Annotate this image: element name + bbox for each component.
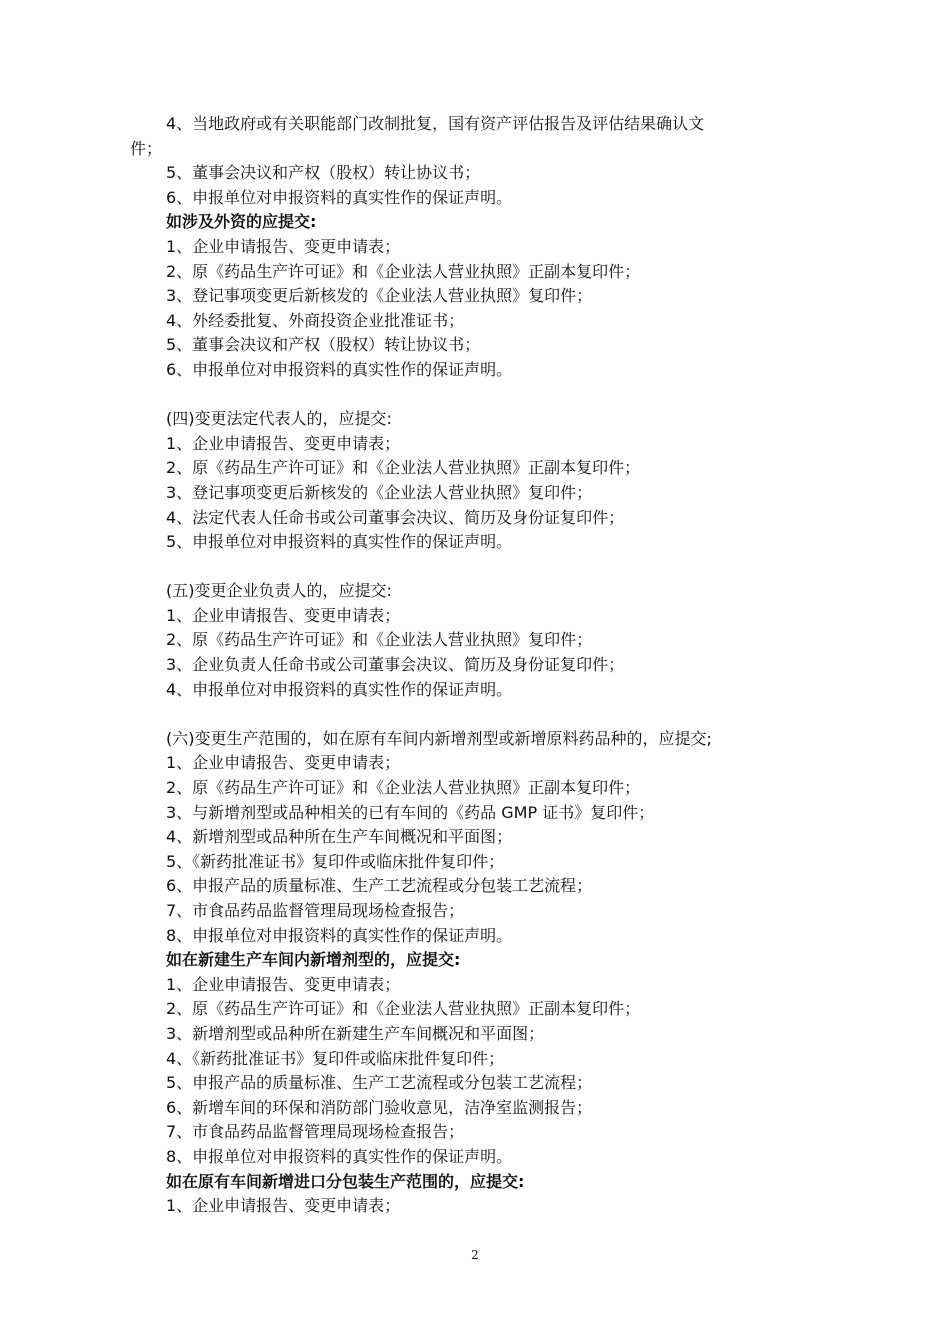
list-item: 3、登记事项变更后新核发的《企业法人营业执照》复印件； [166, 286, 593, 306]
list-item: 3、登记事项变更后新核发的《企业法人营业执照》复印件； [166, 482, 593, 502]
list-item: 4、《新药批准证书》复印件或临床批件复印件； [166, 1048, 505, 1068]
list-item: 8、申报单位对申报资料的真实性作的保证声明。 [166, 1146, 513, 1166]
list-item: 5、申报单位对申报资料的真实性作的保证声明。 [166, 532, 513, 552]
list-item: 7、市食品药品监督管理局现场检查报告； [166, 1122, 465, 1142]
list-item: 1、企业申请报告、变更申请表； [166, 236, 401, 256]
paragraph-spacer [130, 555, 820, 580]
list-item: 6、新增车间的环保和消防部门验收意见，洁净室监测报告； [166, 1097, 593, 1117]
list-item: 5、董事会决议和产权（股权）转让协议书； [166, 163, 481, 183]
section-heading-manager: (五)变更企业负责人的，应提交: [166, 581, 392, 601]
list-item: 2、原《药品生产许可证》和《企业法人营业执照》正副本复印件； [166, 778, 641, 798]
list-item: 1、企业申请报告、变更申请表； [166, 974, 401, 994]
section-heading-legal-representative: (四)变更法定代表人的，应提交: [166, 409, 392, 429]
list-item-continuation: 件； [130, 138, 163, 158]
list-item: 2、原《药品生产许可证》和《企业法人营业执照》正副本复印件； [166, 458, 641, 478]
list-item: 5、申报产品的质量标准、生产工艺流程或分包装工艺流程； [166, 1073, 593, 1093]
section-heading-import-packaging: 如在原有车间新增进口分包装生产范围的，应提交: [166, 1171, 525, 1191]
paragraph-spacer [130, 702, 820, 727]
list-item: 6、申报单位对申报资料的真实性作的保证声明。 [166, 359, 513, 379]
list-item: 4、申报单位对申报资料的真实性作的保证声明。 [166, 679, 513, 699]
list-item: 4、外经委批复、外商投资企业批准证书； [166, 310, 465, 330]
list-item: 7、市食品药品监督管理局现场检查报告； [166, 901, 465, 920]
list-item: 4、新增剂型或品种所在生产车间概况和平面图； [166, 827, 513, 847]
list-item: 5、《新药批准证书》复印件或临床批件复印件； [166, 851, 505, 871]
list-item: 8、申报单位对申报资料的真实性作的保证声明。 [166, 925, 513, 945]
list-item: 3、企业负责人任命书或公司董事会决议、简历及身份证复印件； [166, 655, 625, 675]
list-item: 1、企业申请报告、变更申请表； [166, 433, 401, 453]
section-heading-new-workshop: 如在新建生产车间内新增剂型的，应提交: [166, 950, 461, 970]
list-item: 5、董事会决议和产权（股权）转让协议书； [166, 335, 481, 355]
list-item: 3、新增剂型或品种所在新建生产车间概况和平面图； [166, 1023, 545, 1043]
list-item: 6、申报单位对申报资料的真实性作的保证声明。 [166, 187, 513, 207]
list-item: 2、原《药品生产许可证》和《企业法人营业执照》正副本复印件； [166, 261, 641, 281]
section-heading-production-scope: (六)变更生产范围的，如在原有车间内新增剂型或新增原料药品种的，应提交; [166, 728, 712, 748]
list-item: 1、企业申请报告、变更申请表； [166, 1196, 401, 1216]
list-item: 1、企业申请报告、变更申请表； [166, 753, 401, 773]
list-item: 6、申报产品的质量标准、生产工艺流程或分包装工艺流程； [166, 876, 593, 896]
list-item: 3、与新增剂型或品种相关的已有车间的《药品 GMP 证书》复印件； [166, 802, 655, 822]
list-item: 4、当地政府或有关职能部门改制批复，国有资产评估报告及评估结果确认文 [166, 114, 705, 133]
list-item: 2、原《药品生产许可证》和《企业法人营业执照》正副本复印件； [166, 999, 641, 1019]
section-heading-foreign: 如涉及外资的应提交: [166, 212, 317, 232]
list-item: 4、法定代表人任命书或公司董事会决议、简历及身份证复印件； [166, 507, 625, 527]
paragraph-spacer [130, 383, 820, 408]
list-item: 2、原《药品生产许可证》和《企业法人营业执照》复印件； [166, 630, 593, 650]
page-number: 2 [471, 1248, 479, 1262]
document-body [130, 112, 820, 1219]
list-item: 1、企业申请报告、变更申请表； [166, 605, 401, 625]
